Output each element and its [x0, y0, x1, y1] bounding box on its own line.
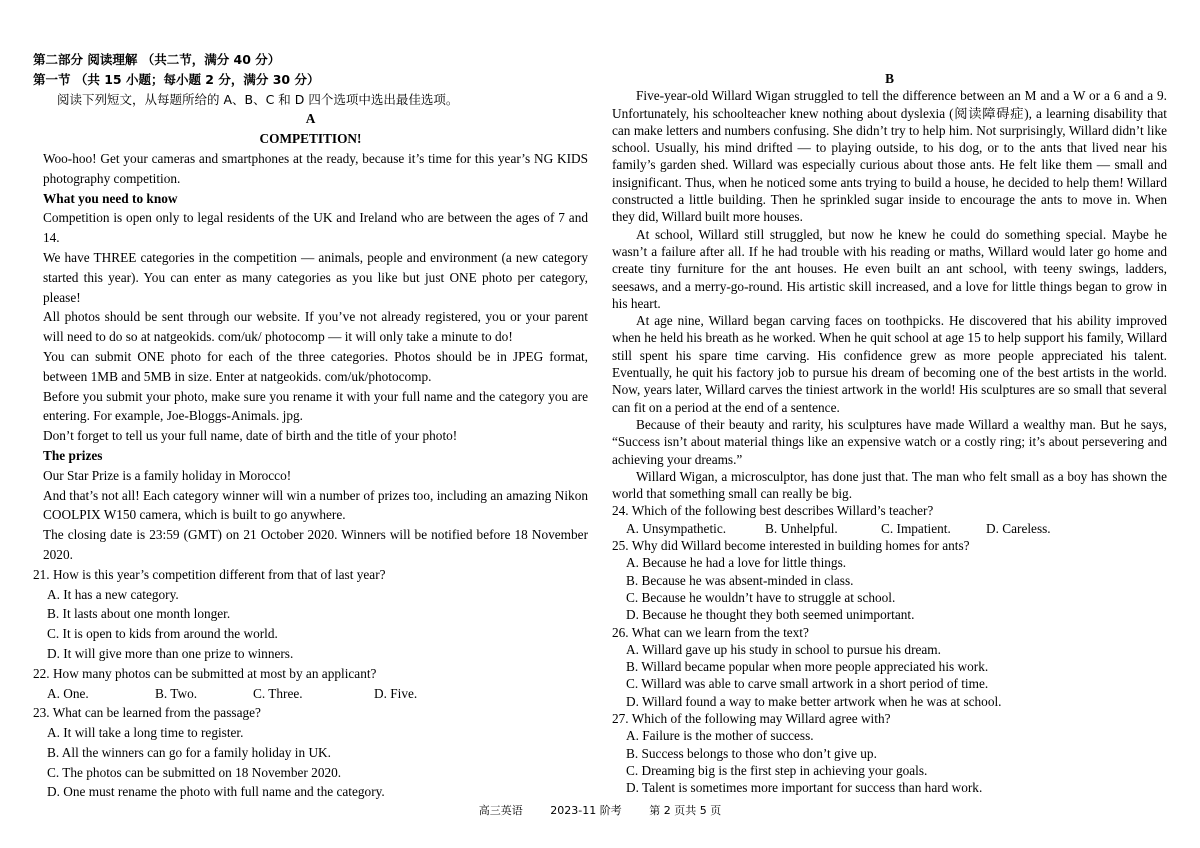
option: A. It has a new category.: [47, 586, 179, 602]
part-header: 第二部分 阅读理解 （共二节，满分 40 分）: [33, 52, 281, 67]
subheading-what-you-need: What you need to know: [43, 190, 178, 206]
option: D. It will give more than one prize to winners.: [47, 645, 294, 661]
option: D. One must rename the photo with full name and the category.: [47, 784, 385, 800]
option: D. Willard found a way to make better artwork when he was at school.: [626, 693, 1002, 709]
footer-page-number: 第 2 页共 5 页: [649, 804, 722, 817]
option: D. Careless.: [986, 520, 1051, 536]
option: B. Willard became popular when more people appreciated his work.: [626, 659, 989, 675]
option: C. Three.: [253, 685, 303, 701]
passage-a-title: COMPETITION!: [259, 131, 362, 147]
option: A. Willard gave up his study in school to pursue his dream.: [626, 641, 941, 657]
footer-subject: 高三英语: [478, 804, 523, 817]
option: C. It is open to kids from around the world.: [47, 626, 278, 642]
option: D. Five.: [374, 685, 418, 701]
paragraph: Before you submit your photo, make sure you rename it with your full name and the category you are entering. For example, Joe-Bloggs-Animals. jpg.: [43, 388, 588, 424]
left-column: [33, 50, 588, 802]
option: A. It will take a long time to register.: [47, 725, 244, 741]
option: B. Two.: [155, 685, 198, 701]
option: B. Success belongs to those who don’t give up.: [626, 745, 877, 761]
paragraph: You can submit ONE photo for each of the three categories. Photos should be in JPEG format, between 1MB and 5MB in size. Enter at natgeokids. com/uk/photocomp.: [43, 348, 588, 384]
option: B. Because he was absent-minded in class.: [626, 572, 854, 588]
paragraph: Five-year-old Willard Wigan struggled to tell the difference between an M and a W or a 6 and a 9. Unfortunately, his schoolteacher knew nothing about dyslexia (阅读障碍症), a learning disability that can make letters and numbers confusing. She didn’t try to help him. Not surprisingly, Willard didn’t like school. Usually, his mind drifted — to playing outside, to his dog, or to the ants that lived near his family’s garden shed. Willard was especially curious about those ants. He felt like them — small and insignificant. Thus, when he noticed some ants trying to build a house, he decided to help them! Willard constructed a little building. Then he sprinkled sugar inside to encourage the ants to move in. When they did, Willard built more houses.: [612, 88, 1167, 225]
paragraph: Woo-hoo! Get your cameras and smartphones at the ready, because it’s time for this year’s NG KIDS photography competition.: [43, 150, 588, 186]
section-header: 第一节 （共 15 小题；每小题 2 分，满分 30 分）: [33, 71, 320, 87]
question-27: 27. Which of the following may Willard agree with?: [612, 710, 891, 726]
paragraph: Willard Wigan, a microsculptor, has done just that. The man who felt small as a boy has shown the world that something small can really be big.: [612, 468, 1167, 502]
question-21: 21. How is this year’s competition different from that of last year?: [33, 566, 386, 582]
paragraph: All photos should be sent through our website. If you’ve not already registered, you or your parent will need to do so at natgeokids. com/uk/ photocomp — it will only take a minute to do!: [43, 309, 588, 345]
option: A. One.: [47, 685, 89, 701]
question-26: 26. What can we learn from the text?: [612, 624, 809, 640]
option: C. Because he wouldn’t have to struggle at school.: [626, 589, 896, 605]
option: D. Talent is sometimes more important for success than hard work.: [626, 780, 983, 796]
option: C. Willard was able to carve small artwork in a short period of time.: [626, 676, 989, 692]
page-footer: [0, 802, 1200, 818]
options-row: [33, 684, 588, 704]
right-column: [612, 70, 1167, 796]
option: C. The photos can be submitted on 18 November 2020.: [47, 764, 342, 780]
paragraph: Don’t forget to tell us your full name, date of birth and the title of your photo!: [43, 428, 458, 444]
option: A. Because he had a love for little things.: [626, 555, 847, 571]
option: A. Unsympathetic.: [626, 520, 727, 536]
paragraph: And that’s not all! Each category winner will win a number of prizes too, including an amazing Nikon COOLPIX W150 camera, which is built to go anywhere.: [43, 487, 588, 523]
question-24: 24. Which of the following best describes Willard’s teacher?: [612, 503, 934, 519]
paragraph: Because of their beauty and rarity, his sculptures have made Willard a wealthy man. But he says, “Success isn’t about material things like an expensive watch or a costly ring; it’s about persevering and achieving your dreams.”: [612, 416, 1167, 467]
paragraph: The closing date is 23:59 (GMT) on 21 October 2020. Winners will be notified before 18 November 2020.: [43, 527, 588, 562]
footer-exam: 2023-11 阶考: [550, 804, 622, 817]
question-25: 25. Why did Willard become interested in building homes for ants?: [612, 538, 970, 554]
paragraph: At age nine, Willard began carving faces on toothpicks. He discovered that his ability improved when he held his breath as he worked. When he quit school at age 15 to help support his family, Willard still spent his spare time carving. His confidence grew as more people appreciated his talent. Eventually, he quit his factory job to pursue his dream of becoming one of the best artists in the world. Now, years later, Willard carves the tiniest artwork in the world! His sculptures are so small that several can fit on a period at the end of a sentence.: [612, 313, 1167, 415]
instruction-text: 阅读下列短文，从每题所给的 A、B、C 和 D 四个选项中选出最佳选项。: [57, 91, 459, 107]
paragraph: Competition is open only to legal residents of the UK and Ireland who are between the ages of 7 and 14.: [43, 210, 588, 246]
option: C. Impatient.: [881, 520, 951, 536]
option: A. Failure is the mother of success.: [626, 728, 814, 744]
option: D. Because he thought they both seemed unimportant.: [626, 607, 915, 623]
option: C. Dreaming big is the first step in achieving your goals.: [626, 762, 928, 778]
option: B. All the winners can go for a family holiday in UK.: [47, 744, 331, 760]
subheading-prizes: The prizes: [43, 447, 103, 463]
paragraph: At school, Willard still struggled, but now he knew he could do something special. Maybe he wasn’t a failure after all. If he had trouble with his reading or maths, Willard would later go home and create tiny furniture for the ant houses. He even built an ant school, with teeny swings, ladders, seesaws, and a merry-go-round. His artistic skill increased, and a love for little things began to grow in his heart.: [612, 226, 1167, 311]
paragraph: Our Star Prize is a family holiday in Morocco!: [43, 467, 292, 483]
passage-b-letter: B: [885, 71, 894, 86]
option: B. Unhelpful.: [765, 520, 838, 536]
question-23: 23. What can be learned from the passage?: [33, 705, 261, 721]
passage-a-letter: A: [305, 111, 316, 127]
options-row: [612, 520, 1167, 537]
question-22: 22. How many photos can be submitted at most by an applicant?: [33, 665, 377, 681]
paragraph: We have THREE categories in the competition — animals, people and environment (a new category started this year). You can enter as many categories as you like but just ONE photo per category, please!: [43, 249, 588, 305]
option: B. It lasts about one month longer.: [47, 606, 231, 622]
